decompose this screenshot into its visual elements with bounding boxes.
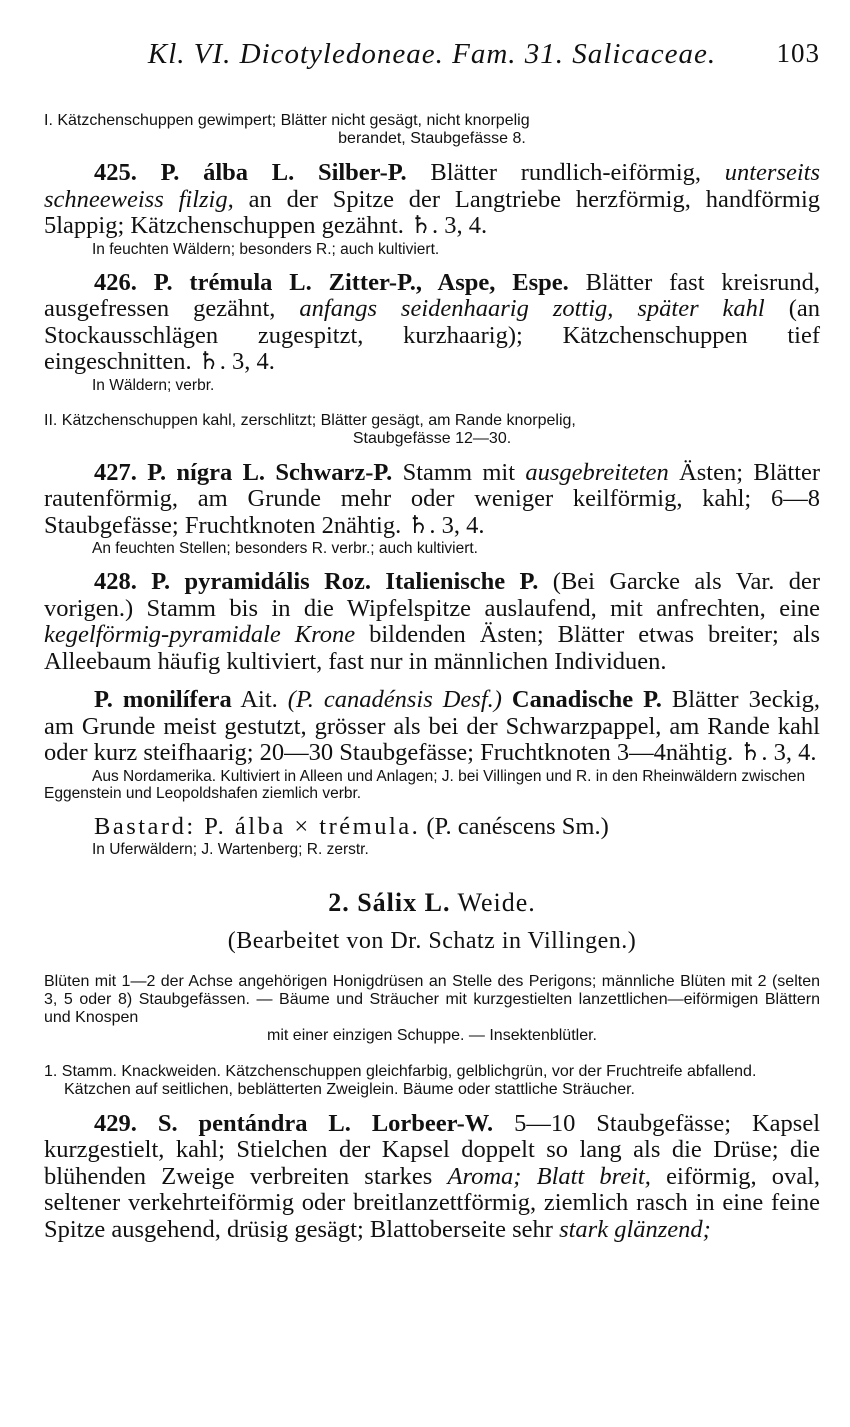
common-name: Zitter-P., Aspe, Espe. (328, 268, 569, 296)
description-italic: kegelförmig-pyramidale Krone (44, 621, 356, 648)
entry-number: 427. (94, 458, 137, 486)
habitat-note: In Uferwäldern; J. Wartenberg; R. zerstr. (92, 840, 369, 858)
page-number: 103 (776, 38, 820, 68)
key-section-II (44, 412, 820, 448)
description-text: eiförmig, oval, seltener verkehrteiförmig oder breitlanzettförmig, ziemlich rasch in eine feine Spitze ausgehend, drüsig gesägt; Blattoberseite sehr (44, 1162, 821, 1243)
page (44, 38, 820, 1243)
common-name: Silber-P. (317, 159, 407, 186)
description-italic: Aroma; Blatt breit, (447, 1162, 651, 1190)
species-name: P. trémula L. (153, 268, 312, 296)
synonym: (P. canadénsis Desf.) (287, 686, 502, 713)
genus-number: 2. (328, 887, 350, 917)
description-text: Blätter fast kreisrund, ausgefressen gezähnt, (44, 268, 821, 322)
key-I-line1: I. Kätzchenschuppen gewimpert; Blätter nicht gesägt, nicht knorpelig (44, 112, 530, 129)
description-italic: stark glänzend; (559, 1215, 711, 1243)
genus-description-line2: mit einer einzigen Schuppe. — Insektenblütler. (267, 1026, 597, 1044)
description-text: Blätter 3eckig, am Grunde meist gestutzt, grösser als bei der Schwarzpappel, am Rande kahl oder kurz steifhaarig; 20—30 Staubgefässe; Fruchtknoten 3—4nähtig. ♄. 3, 4. (44, 686, 821, 766)
common-name: Lorbeer-W. (371, 1109, 494, 1137)
common-name: Italienische P. (385, 568, 539, 595)
hybrid-label: Bastard: P. álba × trémula. (94, 812, 421, 840)
habitat-note: In Wäldern; verbr. (92, 376, 215, 394)
genus-description-line1: Blüten mit 1—2 der Achse angehörigen Honigdrüsen an Stelle des Perigons; männliche Blüten mit 2 (selten 3, 5 oder 8) Staubgefässen. — Bäume und Sträucher mit kurzgestielten lanzettlichen—eiförmigen Blättern und Knospen (44, 972, 820, 1026)
description-text: 5—10 Staubgefässe; Kapsel kurzgestielt, kahl; Stielchen der Kapsel doppelt so lang als die Drüse; die blühenden Zweige verbreiten starkes (44, 1109, 821, 1190)
common-name: Schwarz-P. (275, 458, 393, 486)
key-I-line2: berandet, Staubgefässe 8. (338, 130, 526, 147)
entry-number: 425. (94, 159, 137, 186)
species-entry-425 (44, 160, 820, 240)
key-II-line1: II. Kätzchenschuppen kahl, zerschlitzt; Blätter gesägt, am Rande knorpelig, (44, 411, 576, 429)
habitat-note: Aus Nordamerika. Kultiviert in Alleen und Anlagen; J. bei Villingen und R. in den Rheinwäldern zwischen Eggenstein und Leopoldshafen ziemlich verbr. (44, 767, 806, 802)
genus-name: Sálix L. (357, 887, 451, 917)
description-text: (an Stockausschlägen zugespitzt, kurzhaarig); Kätzchenschuppen tief eingeschnitten. ♄. 3, 4. (44, 295, 820, 375)
species-entry-426 (44, 270, 820, 376)
key-section-I (44, 112, 820, 148)
description-text: bildenden Ästen; Blätter etwas breiter; als Alleebaum häufig kultiviert, fast nur in männlichen Individuen. (44, 621, 820, 675)
description-text: Stamm mit (402, 458, 516, 486)
description-text: an der Spitze der Langtriebe herzförmig, handförmig 5lappig; Kätzchenschuppen gezähnt. ♄. 3, 4. (44, 185, 821, 239)
species-name: P. pyramidális Roz. (151, 568, 372, 595)
description-italic: ausgebreiteten (525, 458, 669, 486)
entry-number: 429. (94, 1109, 137, 1137)
key-II-line2: Staubgefässe 12—30. (352, 429, 512, 447)
habitat-note: An feuchten Stellen; besonders R. verbr.; auch kultiviert. (92, 540, 478, 557)
description-text: Ästen; Blätter rautenförmig, am Grunde mehr oder weniger keilförmig, kahl; 6—8 Staubgefässe; Fruchtknoten 2nähtig. ♄. 3, 4. (44, 458, 821, 539)
species-name: P. álba L. (160, 159, 295, 186)
species-entry-427 (44, 460, 820, 540)
entry-number: 426. (94, 268, 137, 296)
running-header (44, 38, 820, 78)
description-italic: anfangs seidenhaarig zottig, später kahl (299, 295, 765, 322)
genus-description (44, 973, 820, 1045)
common-name: Canadische P. (511, 686, 662, 713)
genus-common-name: Weide. (457, 887, 536, 917)
genus-editor: (Bearbeitet von Dr. Schatz in Villingen.) (227, 927, 637, 954)
species-name: P. monilífera (94, 686, 232, 713)
description-text: Blätter rundlich-eiförmig, (430, 159, 702, 186)
entry-number: 428. (94, 568, 137, 595)
habitat-note: In feuchten Wäldern; besonders R.; auch kultiviert. (92, 240, 440, 258)
hybrid-synonym: (P. canéscens Sm.) (426, 812, 609, 840)
description-text: (Bei Garcke als Var. der vorigen.) Stamm bis in die Wipfelspitze auslaufend, mit anfrechten, eine (44, 568, 821, 622)
species-entry-429 (44, 1111, 820, 1244)
species-entry-monilifera (44, 687, 820, 767)
species-name: P. nígra L. (147, 458, 266, 486)
species-name: S. pentándra L. (157, 1109, 351, 1137)
header-title: Kl. VI. Dicotyledoneae. Fam. 31. Salicaceae. (147, 38, 717, 70)
author: Ait. (240, 686, 278, 713)
species-entry-428 (44, 569, 820, 675)
hybrid-entry (44, 814, 820, 840)
key-salix-1: 1. Stamm. Knackweiden. Kätzchenschuppen gleichfarbig, gelblichgrün, vor der Fruchtreife abfallend. Kätzchen auf seitlichen, beblätterten Zweiglein. Bäume oder stattliche Sträucher. (44, 1062, 757, 1098)
genus-heading (44, 888, 820, 918)
description-italic: unterseits schneeweiss filzig, (44, 159, 821, 213)
